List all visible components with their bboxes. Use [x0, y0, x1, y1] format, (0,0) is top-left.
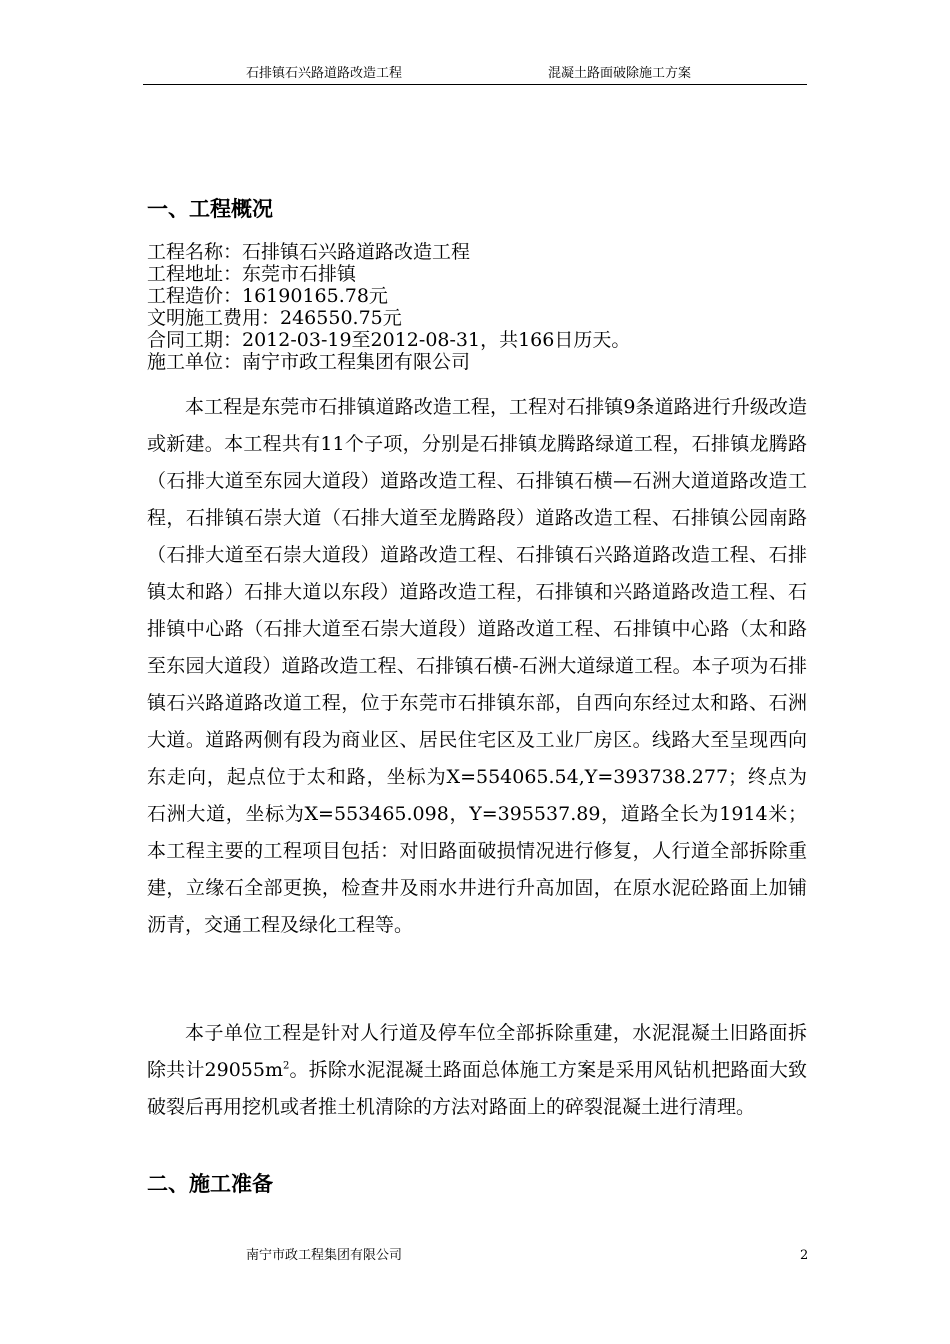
header-document-title: 混凝土路面破除施工方案 [548, 66, 692, 81]
page-number: 2 [800, 1248, 809, 1263]
project-info-block [147, 241, 630, 373]
area-unit-superscript: 2 [282, 1060, 290, 1072]
header-project-title: 石排镇石兴路道路改造工程 [246, 66, 403, 81]
section-heading-preparation: 二、施工准备 [147, 1171, 273, 1196]
project-cost-line: 工程造价：16190165.78元 [147, 285, 388, 307]
civilized-construction-fee-line: 文明施工费用：246550.75元 [147, 307, 402, 329]
scope-text-before: 本子单位工程是针对人行道及停车位全部拆除重建，水泥混凝土旧路面拆除共计29055m [147, 1022, 807, 1081]
overview-paragraph: 本工程是东莞市石排镇道路改造工程，工程对石排镇9条道路进行升级改造或新建。本工程共有11个子项，分别是石排镇龙腾路绿道工程，石排镇龙腾路（石排大道至东园大道段）道路改造工程、石排镇石横—石洲大道道路改造工程，石排镇石崇大道（石排大道至龙腾路段）道路改造工程、石排镇公园南路（石排大道至石崇大道段）道路改造工程、石排镇石兴路道路改造工程、石排镇太和路）石排大道以东段）道路改造工程，石排镇和兴路道路改造工程、石排镇中心路（石排大道至石崇大道段）道路改道工程、石排镇中心路（太和路至东园大道段）道路改造工程、石排镇石横-石洲大道绿道工程。本子项为石排镇石兴路道路改道工程，位于东莞市石排镇东部，自西向东经过太和路、石洲大道。道路两侧有段为商业区、居民住宅区及工业厂房区。线路大至呈现西向东走向，起点位于太和路，坐标为X=554065.54,Y=393738.277；终点为石洲大道，坐标为X=553465.098，Y=395537.89，道路全长为1914米；本工程主要的工程项目包括：对旧路面破损情况进行修复，人行道全部拆除重建，立缘石全部更换，检查井及雨水井进行升高加固，在原水泥砼路面上加铺沥青，交通工程及绿化工程等。 [147, 396, 807, 936]
section-heading-overview: 一、工程概况 [147, 196, 273, 221]
scope-paragraph [147, 1015, 807, 1126]
contract-period-line: 合同工期：2012-03-19至2012-08-31，共166日历天。 [147, 329, 631, 351]
construction-unit-line: 施工单位：南宁市政工程集团有限公司 [147, 351, 471, 373]
footer-company: 南宁市政工程集团有限公司 [246, 1248, 403, 1263]
project-name-line: 工程名称：石排镇石兴路道路改造工程 [147, 241, 471, 263]
scope-text-after: 。拆除水泥混凝土路面总体施工方案是采用风钻机把路面大致破裂后再用挖机或者推土机清除的方法对路面上的碎裂混凝土进行清理。 [147, 1059, 807, 1118]
project-address-line: 工程地址：东莞市石排镇 [147, 263, 357, 285]
header-rule [143, 84, 807, 85]
